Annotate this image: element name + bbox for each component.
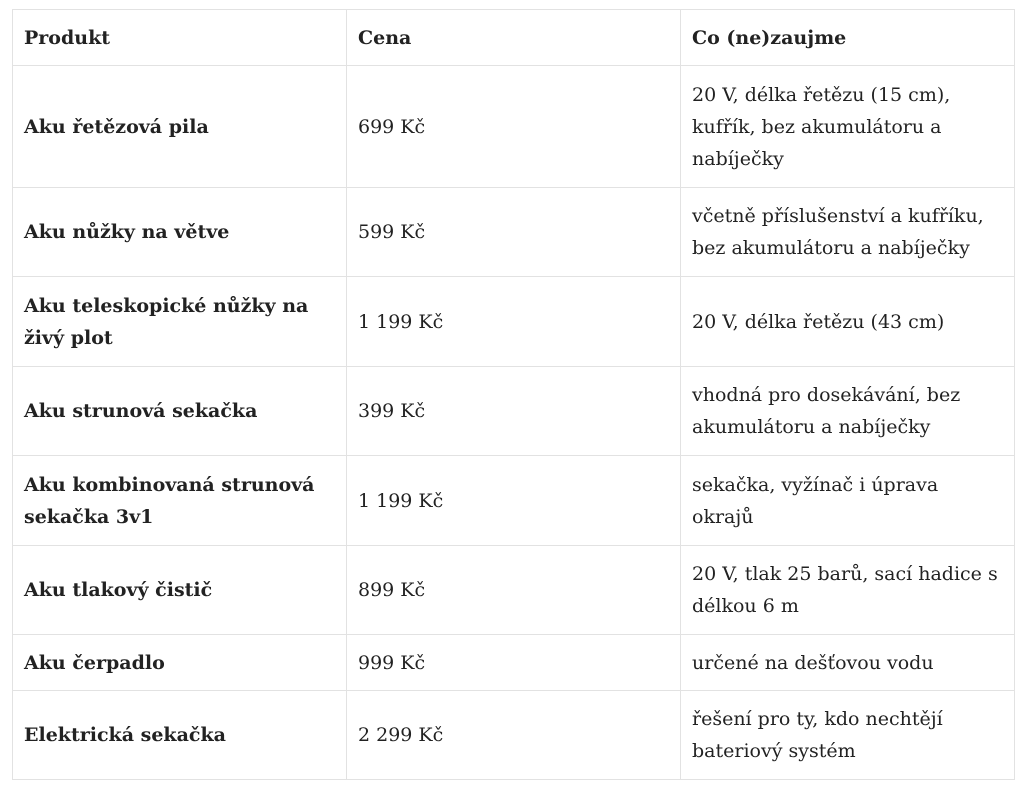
table-row (13, 456, 1015, 546)
product-name: Aku tlakový čistič (13, 546, 347, 635)
product-name: Aku řetězová pila (13, 66, 347, 188)
product-name: Aku kombinovaná strunová sekačka 3v1 (13, 456, 347, 546)
product-note: 20 V, délka řetězu (15 cm), kufřík, bez akumulátoru a nabíječky (681, 66, 1015, 188)
product-table (12, 9, 1015, 780)
product-price: 1 199 Kč (347, 277, 681, 367)
product-name: Elektrická sekačka (13, 691, 347, 780)
product-note: řešení pro ty, kdo nechtějí bateriový systém (681, 691, 1015, 780)
product-price: 999 Kč (347, 635, 681, 691)
product-price: 899 Kč (347, 546, 681, 635)
table-row (13, 66, 1015, 188)
table-row (13, 367, 1015, 456)
product-note: vhodná pro dosekávání, bez akumulátoru a nabíječky (681, 367, 1015, 456)
product-note: sekačka, vyžínač i úprava okrajů (681, 456, 1015, 546)
product-name: Aku nůžky na větve (13, 188, 347, 277)
header-note: Co (ne)zaujme (681, 10, 1015, 66)
product-note: včetně příslušenství a kufříku, bez akumulátoru a nabíječky (681, 188, 1015, 277)
product-note: určené na dešťovou vodu (681, 635, 1015, 691)
table-row (13, 546, 1015, 635)
product-name: Aku čerpadlo (13, 635, 347, 691)
product-price: 699 Kč (347, 66, 681, 188)
product-name: Aku teleskopické nůžky na živý plot (13, 277, 347, 367)
table-row (13, 691, 1015, 780)
product-name: Aku strunová sekačka (13, 367, 347, 456)
header-product: Produkt (13, 10, 347, 66)
header-price: Cena (347, 10, 681, 66)
product-price: 2 299 Kč (347, 691, 681, 780)
product-note: 20 V, tlak 25 barů, sací hadice s délkou 6 m (681, 546, 1015, 635)
product-price: 399 Kč (347, 367, 681, 456)
table-row (13, 277, 1015, 367)
product-price: 1 199 Kč (347, 456, 681, 546)
table-row (13, 188, 1015, 277)
table-row (13, 635, 1015, 691)
product-price: 599 Kč (347, 188, 681, 277)
product-note: 20 V, délka řetězu (43 cm) (681, 277, 1015, 367)
table-header-row (13, 10, 1015, 66)
